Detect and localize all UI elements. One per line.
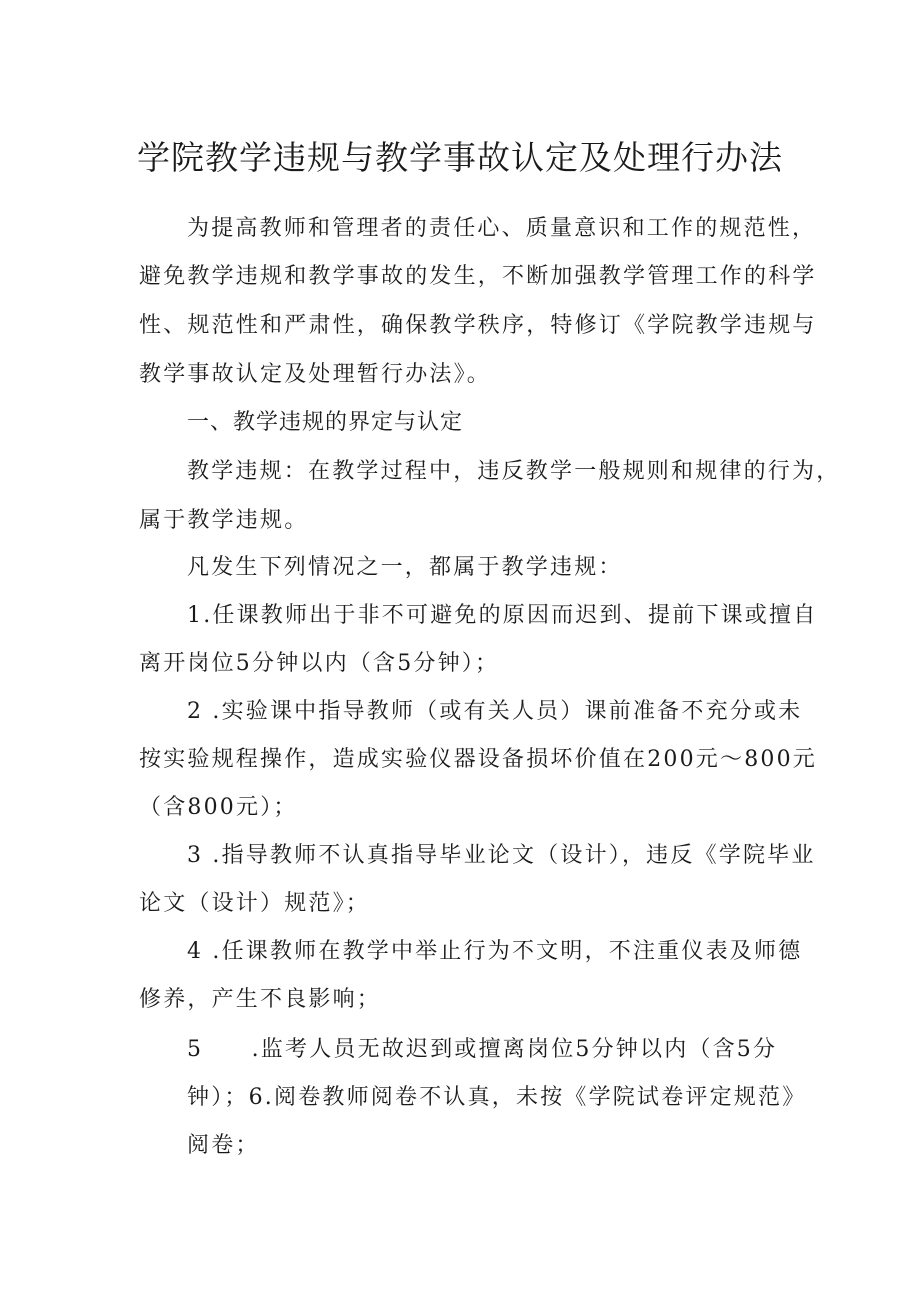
list-item-line: 钟）；6.阅卷教师阅卷不认真，未按《学院试卷评定规范》: [187, 1085, 807, 1110]
list-intro: 凡发生下列情况之一，都属于教学违规：: [187, 555, 623, 580]
list-item-line: 按实验规程操作，造成实验仪器设备损坏价值在200元～800元: [139, 747, 817, 772]
document-title: 学院教学违规与教学事故认定及处理行办法: [137, 138, 783, 177]
list-item-line: 离开岗位5分钟以内（含5分钟）；: [139, 651, 500, 676]
section-heading: 一、教学违规的界定与认定: [187, 410, 464, 435]
list-item-line: （含800元）；: [139, 795, 298, 820]
definition-line: 属于教学违规。: [139, 508, 309, 533]
intro-line: 教学事故认定及处理暂行办法》。: [139, 362, 492, 387]
intro-line: 性、规范性和严肃性，确保教学秩序，特修订《学院教学违规与: [139, 313, 817, 338]
list-item-line: 3 .指导教师不认真指导毕业论文（设计），违反《学院毕业: [187, 843, 816, 868]
list-item-line: 修养，产生不良影响；: [139, 987, 382, 1012]
list-item-line: 1.任课教师出于非不可避免的原因而迟到、提前下课或擅自: [187, 603, 818, 628]
list-item-line: 论文（设计）规范》；: [139, 891, 371, 916]
intro-line: 为提高教师和管理者的责任心、质量意识和工作的规范性，: [187, 216, 817, 241]
list-item-line: 5 .监考人员无故迟到或擅离岗位5分钟以内（含5分: [187, 1037, 778, 1062]
intro-line: 避免教学违规和教学事故的发生，不断加强教学管理工作的科学: [139, 264, 817, 289]
definition-line: 教学违规：在教学过程中，违反教学一般规则和规律的行为，: [187, 459, 841, 484]
list-item-line: 阅卷；: [187, 1133, 260, 1158]
list-item-line: 4 .任课教师在教学中举止行为不文明，不注重仪表及师德: [187, 939, 803, 964]
list-item-line: 2 .实验课中指导教师（或有关人员）课前准备不充分或未: [187, 699, 803, 724]
